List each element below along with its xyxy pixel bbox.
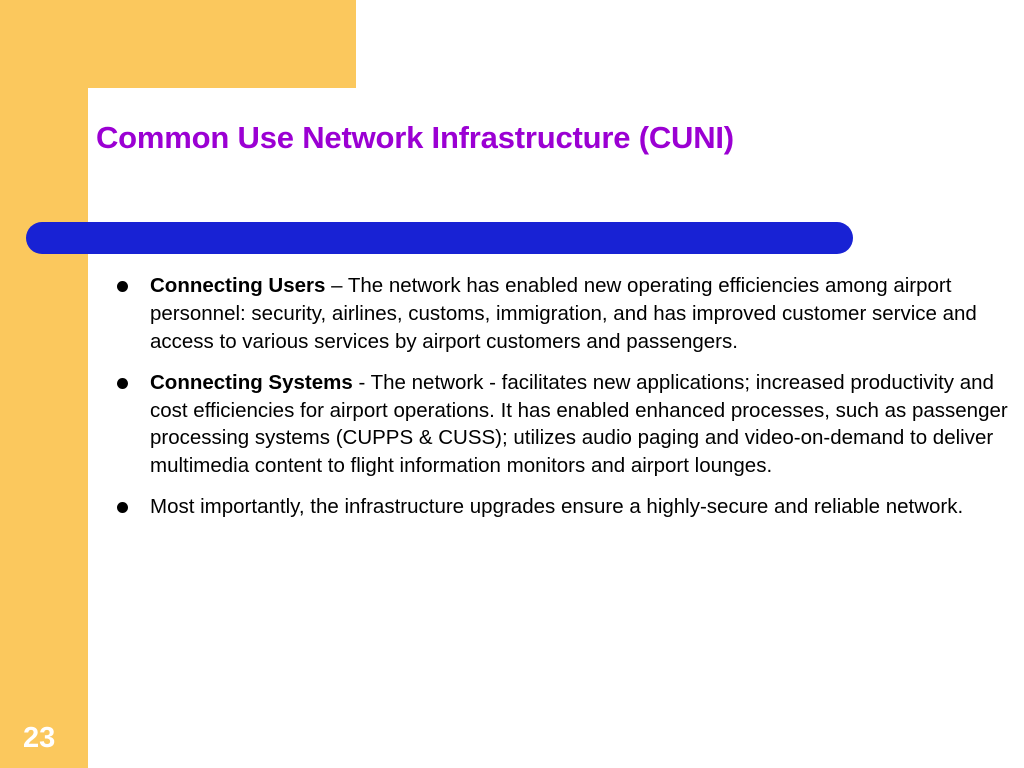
bullet-dot-icon bbox=[117, 378, 128, 389]
bullet-dot-icon bbox=[117, 281, 128, 292]
page-number: 23 bbox=[23, 722, 56, 754]
bullet-dot-icon bbox=[117, 502, 128, 513]
bullet-text: Most importantly, the infrastructure upgrades ensure a highly-secure and reliable network. bbox=[150, 495, 964, 519]
bullet-item bbox=[108, 272, 1008, 356]
bullet-text: – The network has enabled new operating efficiencies among airport personnel: security, airlines, customs, immigration, and has improved customer service and access to various services by airport customers and passengers. bbox=[150, 274, 977, 353]
bullet-lead-label: Connecting Users bbox=[150, 274, 326, 297]
bullet-item bbox=[108, 369, 1008, 481]
bullet-text: - The network - facilitates new applications; increased productivity and cost efficiencies for airport operations. It has enabled enhanced processes, such as passenger processing systems (CUPPS & CUSS); utilizes audio paging and video-on-demand to deliver multimedia content to flight information monitors and airport lounges. bbox=[150, 370, 1008, 478]
title-divider-bar bbox=[26, 222, 853, 254]
slide-body bbox=[108, 272, 1008, 521]
slide-title: Common Use Network Infrastructure (CUNI) bbox=[96, 120, 734, 155]
top-accent-band bbox=[88, 0, 356, 88]
bullet-lead-label: Connecting Systems bbox=[150, 370, 353, 394]
bullet-item bbox=[108, 493, 990, 521]
left-accent-band bbox=[0, 0, 88, 768]
